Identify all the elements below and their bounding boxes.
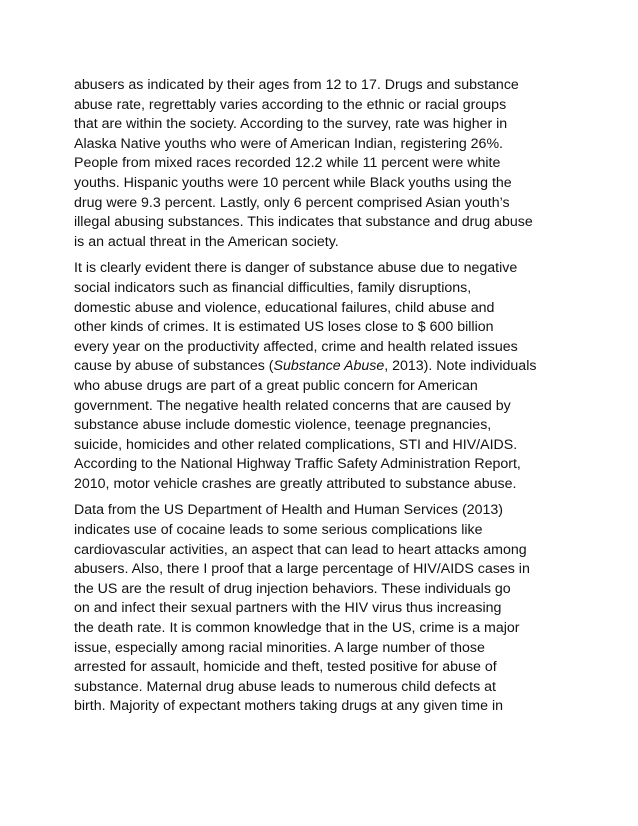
text-line: who abuse drugs are part of a great public concern for American: [74, 377, 478, 394]
text-line: Data from the US Department of Health and Human Services (2013): [74, 502, 503, 519]
text-line: on and infect their sexual partners with the HIV virus thus increasing: [74, 600, 502, 617]
text-line: youths. Hispanic youths were 10 percent while Black youths using the: [74, 174, 512, 191]
paragraph-social-indicators: [74, 259, 574, 494]
text-line: According to the National Highway Traffic Safety Administration Report,: [74, 456, 521, 473]
text-line: domestic abuse and violence, educational failures, child abuse and: [74, 299, 495, 316]
text-line: is an actual threat in the American society.: [74, 233, 339, 250]
text-line: the US are the result of drug injection behaviors. These individuals go: [74, 580, 511, 597]
text-line: every year on the productivity affected, crime and health related issues: [74, 338, 518, 355]
text-line: other kinds of crimes. It is estimated US loses close to $ 600 billion: [74, 319, 494, 336]
citation-text-after: , 2013). Note individuals: [384, 358, 537, 375]
text-line: cardiovascular activities, an aspect that can lead to heart attacks among: [74, 541, 527, 558]
text-line: People from mixed races recorded 12.2 while 11 percent were white: [74, 155, 501, 172]
text-line: drug were 9.3 percent. Lastly, only 6 percent comprised Asian youth’s: [74, 194, 510, 211]
text-line: 2010, motor vehicle crashes are greatly attributed to substance abuse.: [74, 475, 517, 492]
paragraph-health-services: [74, 501, 574, 717]
text-line: Alaska Native youths who were of American Indian, registering 26%.: [74, 135, 503, 152]
text-line: government. The negative health related concerns that are caused by: [74, 397, 511, 414]
text-line: It is clearly evident there is danger of substance abuse due to negative: [74, 260, 518, 277]
text-line: birth. Majority of expectant mothers taking drugs at any given time in: [74, 698, 503, 715]
text-line: substance abuse include domestic violence, teenage pregnancies,: [74, 417, 492, 434]
citation-text-before: cause by abuse of substances (: [74, 358, 274, 375]
text-line: arrested for assault, homicide and theft, tested positive for abuse of: [74, 659, 497, 676]
text-line: indicates use of cocaine leads to some serious complications like: [74, 522, 483, 539]
text-line: substance. Maternal drug abuse leads to numerous child defects at: [74, 678, 496, 695]
document-body: [74, 76, 574, 724]
text-line: issue, especially among racial minorities. A large number of those: [74, 639, 485, 656]
text-line: suicide, homicides and other related complications, STI and HIV/AIDS.: [74, 436, 518, 453]
text-line: illegal abusing substances. This indicates that substance and drug abuse: [74, 214, 533, 231]
text-line: the death rate. It is common knowledge that in the US, crime is a major: [74, 620, 520, 637]
text-line: abusers. Also, there I proof that a large percentage of HIV/AIDS cases in: [74, 561, 530, 578]
text-line: abusers as indicated by their ages from 12 to 17. Drugs and substance: [74, 77, 519, 93]
citation-source-title: Substance Abuse: [273, 358, 385, 375]
text-line: abuse rate, regrettably varies according to the ethnic or racial groups: [74, 96, 507, 113]
paragraph-ethnic-rates: [74, 76, 574, 252]
text-line: social indicators such as financial difficulties, family disruptions,: [74, 279, 472, 296]
text-line: that are within the society. According to the survey, rate was higher in: [74, 116, 508, 133]
citation-line: [74, 357, 574, 377]
